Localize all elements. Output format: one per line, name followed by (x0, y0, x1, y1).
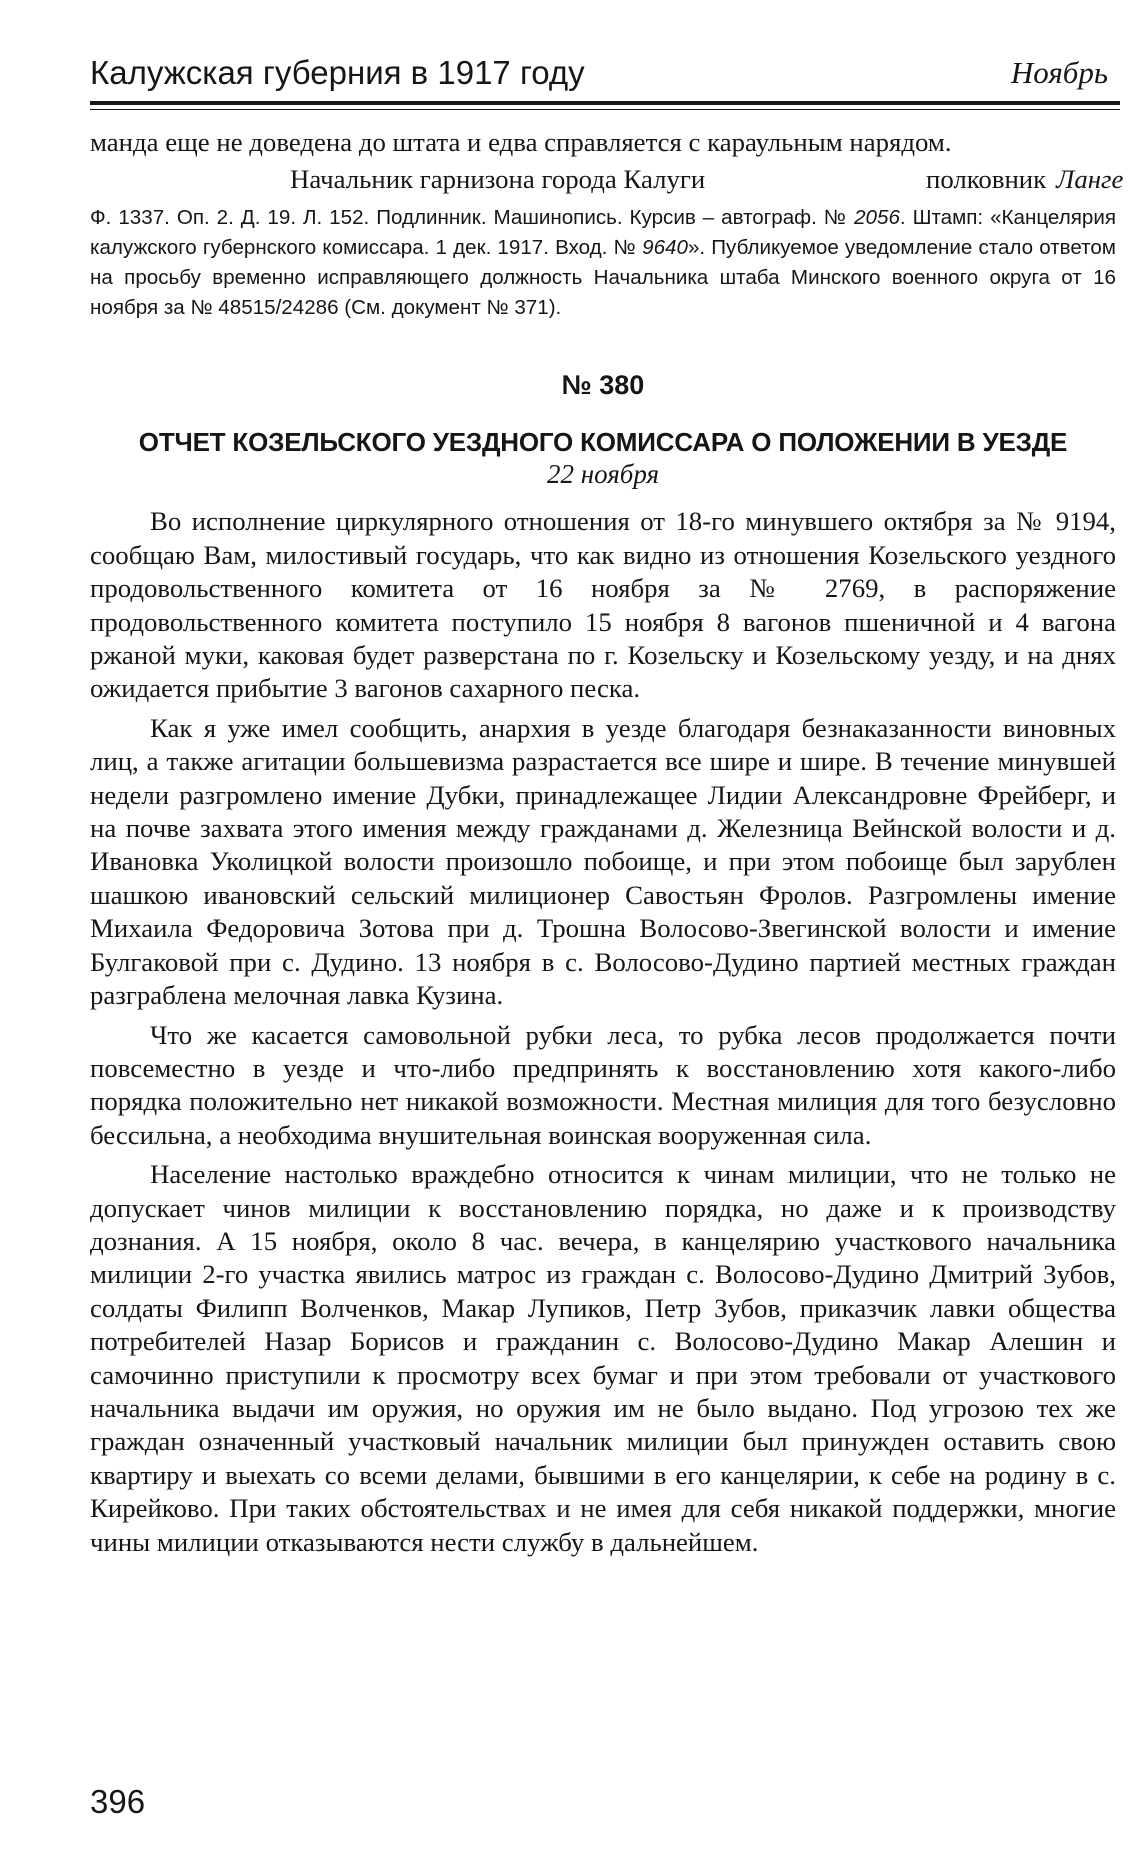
page-body (90, 126, 1124, 1565)
signature-position: Начальник гарнизона города Калуги (290, 164, 706, 195)
archival-part-2: . Штамп: «Канцелярия калужского губернского комиссара. 1 дек. 1917. Вход. № (90, 206, 1116, 260)
signature-rank: полковник (926, 164, 1047, 195)
running-head-month: Ноябрь (1010, 55, 1108, 90)
signature-name: Ланге (1056, 164, 1124, 195)
header-rule-thick (90, 101, 1120, 105)
document-title: ОТЧЕТ КОЗЕЛЬСКОГО УЕЗДНОГО КОМИССАРА О ПОЛОЖЕНИИ В УЕЗДЕ (138, 427, 1068, 458)
paragraph: Что же касается самовольной рубки леса, то рубка лесов продолжается почти повсеместно в уезде и что-либо предпринять к восстановлению хотя какого-либо порядка положительно нет никакой возможности. Местная милиция для того безусловно бессильна, а необходима внушительная воинская вооруженная сила. (90, 1019, 1116, 1150)
archival-part-1: Ф. 1337. Оп. 2. Д. 19. Л. 152. Подлинник. Машинопись. Курсив – автограф. № (90, 206, 848, 230)
document-number: № 380 (561, 370, 645, 401)
archival-note (90, 203, 1116, 323)
archival-part-3: ». Публикуемое уведомление стало ответом на просьбу временно исправляющего должность Начальника штаба Минского военного округа от 16 ноября за № 48515/24286 (См. документ № 371). (90, 236, 1116, 320)
previous-document-ending: манда еще не доведена до штата и едва справляется с караульным нарядом. (90, 127, 952, 157)
document-body (90, 505, 1116, 1559)
paragraph: Население настолько враждебно относится к чинам милиции, что не только не допускает чинов милиции к восстановлению порядка, но даже и к производству дознания. А 15 ноября, около 8 час. вечера, в канцелярию участкового начальника милиции 2-го участка явились матрос из граждан с. Волосово-Дудино Дмитрий Зубов, солдаты Филипп Волченков, Макар Лупиков, Петр Зубов, приказчик лавки общества потребителей Назар Борисов и гражданин с. Волосово-Дудино Макар Алешин и самочинно приступили к просмотру всех бумаг и при этом требовали от участкового начальника выдачи им оружия, но оружия им не было выдано. Под угрозою тех же граждан означенный участковый начальник милиции был принужден оставить свою квартиру и выехать со всеми делами, бывшими в его канцелярии, к себе на родину в с. Кирейково. При таких обстоятельствах и не имея для себя никакой поддержки, многие чины милиции отказываются нести службу в дальнейшем. (90, 1159, 1116, 1557)
paragraph: Во исполнение циркулярного отношения от 18-го минувшего октября за № 9194, сообщаю Вам, милостивый государь, что как видно из отношения Козельского уездного продовольственного комитета от 16 ноября за № 2769, в распоряжение продовольственного комитета поступило 15 ноября 8 вагонов пшеничной и 4 вагона ржаной муки, каковая будет разверстана по г. Козельску и Козельскому уезду, и на днях ожидается прибытие 3 вагонов сахарного песка. (90, 506, 1116, 704)
archival-incoming-number-2: 9640 (642, 236, 688, 260)
signature-rank-name (926, 163, 1123, 196)
running-head (90, 52, 1108, 98)
page-number: 396 (90, 1783, 146, 1820)
signature-block (90, 163, 1124, 203)
running-head-title: Калужская губерния в 1917 году (90, 54, 585, 91)
header-rule-thin (90, 109, 1120, 110)
archival-incoming-number-1: 2056 (854, 206, 900, 230)
document-date: 22 ноября (546, 459, 660, 490)
paragraph: Как я уже имел сообщить, анархия в уезде благодаря безнаказанности виновных лиц, а также агитации большевизма разрастается все шире и шире. В течение минувшей недели разгромлено имение Дубки, принадлежащее Лидии Александровне Фрейберг, и на почве захвата этого имения между гражданами д. Железница Вейнской волости и д. Ивановка Уколицкой волости произошло побоище, и при этом побоище был зарублен шашкою ивановский сельский милиционер Савостьян Фролов. Разгромлены имение Михаила Федоровича Зотова при д. Трошна Волосово-Звегинской волости и имение Булгаковой при с. Дудино. 13 ноября в с. Волосово-Дудино партией местных граждан разграблена мелочная лавка Кузина. (90, 712, 1116, 1011)
